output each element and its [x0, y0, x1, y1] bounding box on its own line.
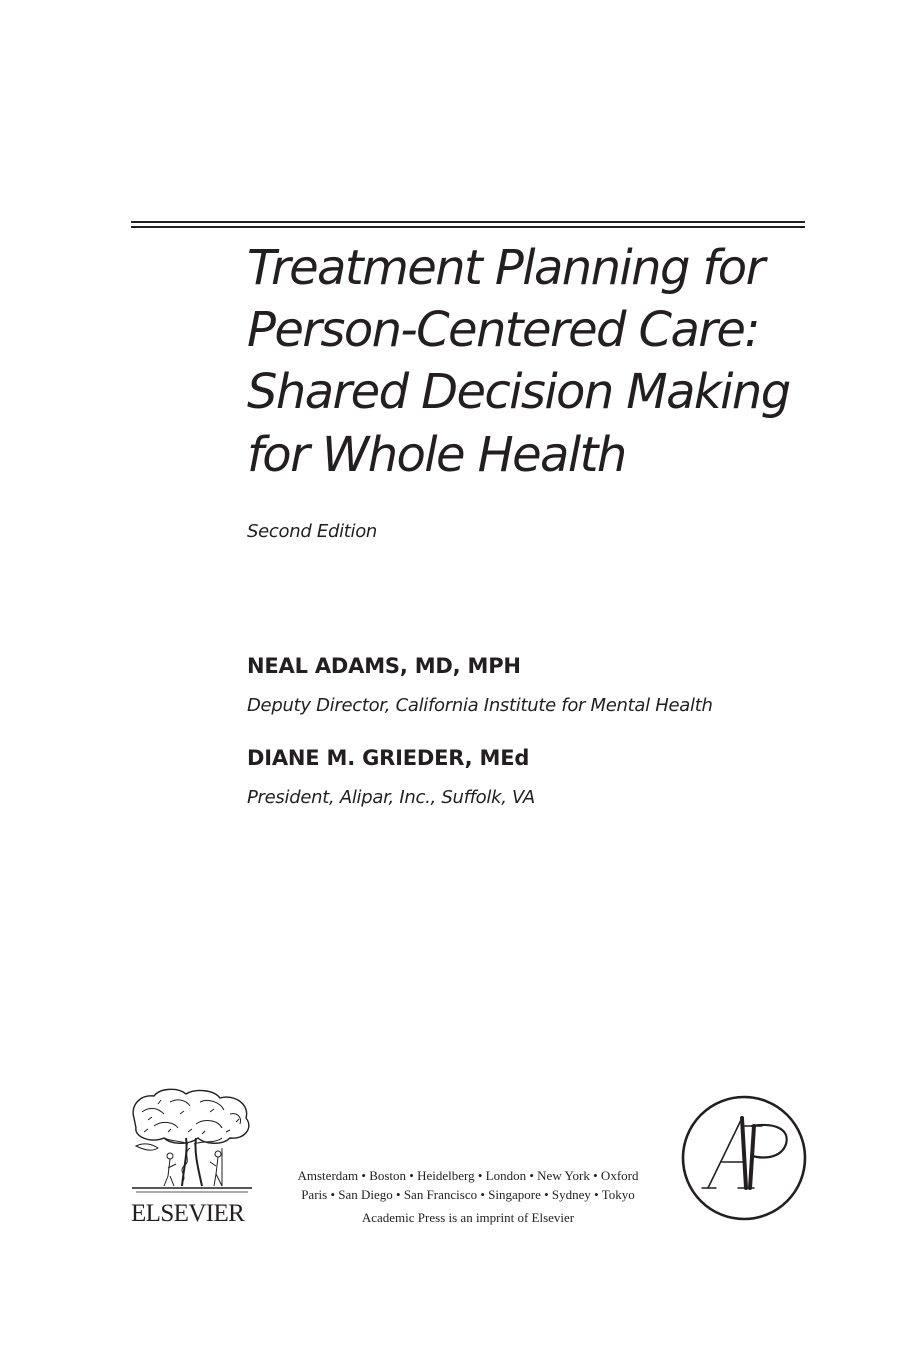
imprint-note: Academic Press is an imprint of Elsevier — [361, 1210, 575, 1225]
title-rule-top — [131, 221, 805, 223]
publisher-cities-line-1: Amsterdam • Boston • Heidelberg • London • New York • Oxford — [297, 1168, 639, 1183]
publisher-cities-line-2: Paris • San Diego • San Francisco • Singapore • Sydney • Tokyo — [301, 1187, 635, 1202]
author-name-1: NEAL ADAMS, MD, MPH — [247, 654, 521, 678]
title-rule-bottom — [131, 226, 805, 228]
author-name-2: DIANE M. GRIEDER, MEd — [247, 746, 530, 770]
author-affiliation-1: Deputy Director, California Institute for Mental Health — [247, 695, 713, 716]
title-line-1: Treatment Planning for — [247, 240, 764, 296]
title-line-3: Shared Decision Making — [247, 364, 790, 420]
author-affiliation-2: President, Alipar, Inc., Suffolk, VA — [247, 787, 535, 808]
academic-press-logo — [680, 1094, 808, 1222]
tree-with-figures-icon — [130, 1088, 254, 1196]
title-line-2: Person-Centered Care: — [247, 302, 759, 358]
elsevier-wordmark: ELSEVIER — [131, 1200, 245, 1227]
edition-label: Second Edition — [247, 521, 378, 542]
title-line-4: for Whole Health — [247, 427, 626, 483]
